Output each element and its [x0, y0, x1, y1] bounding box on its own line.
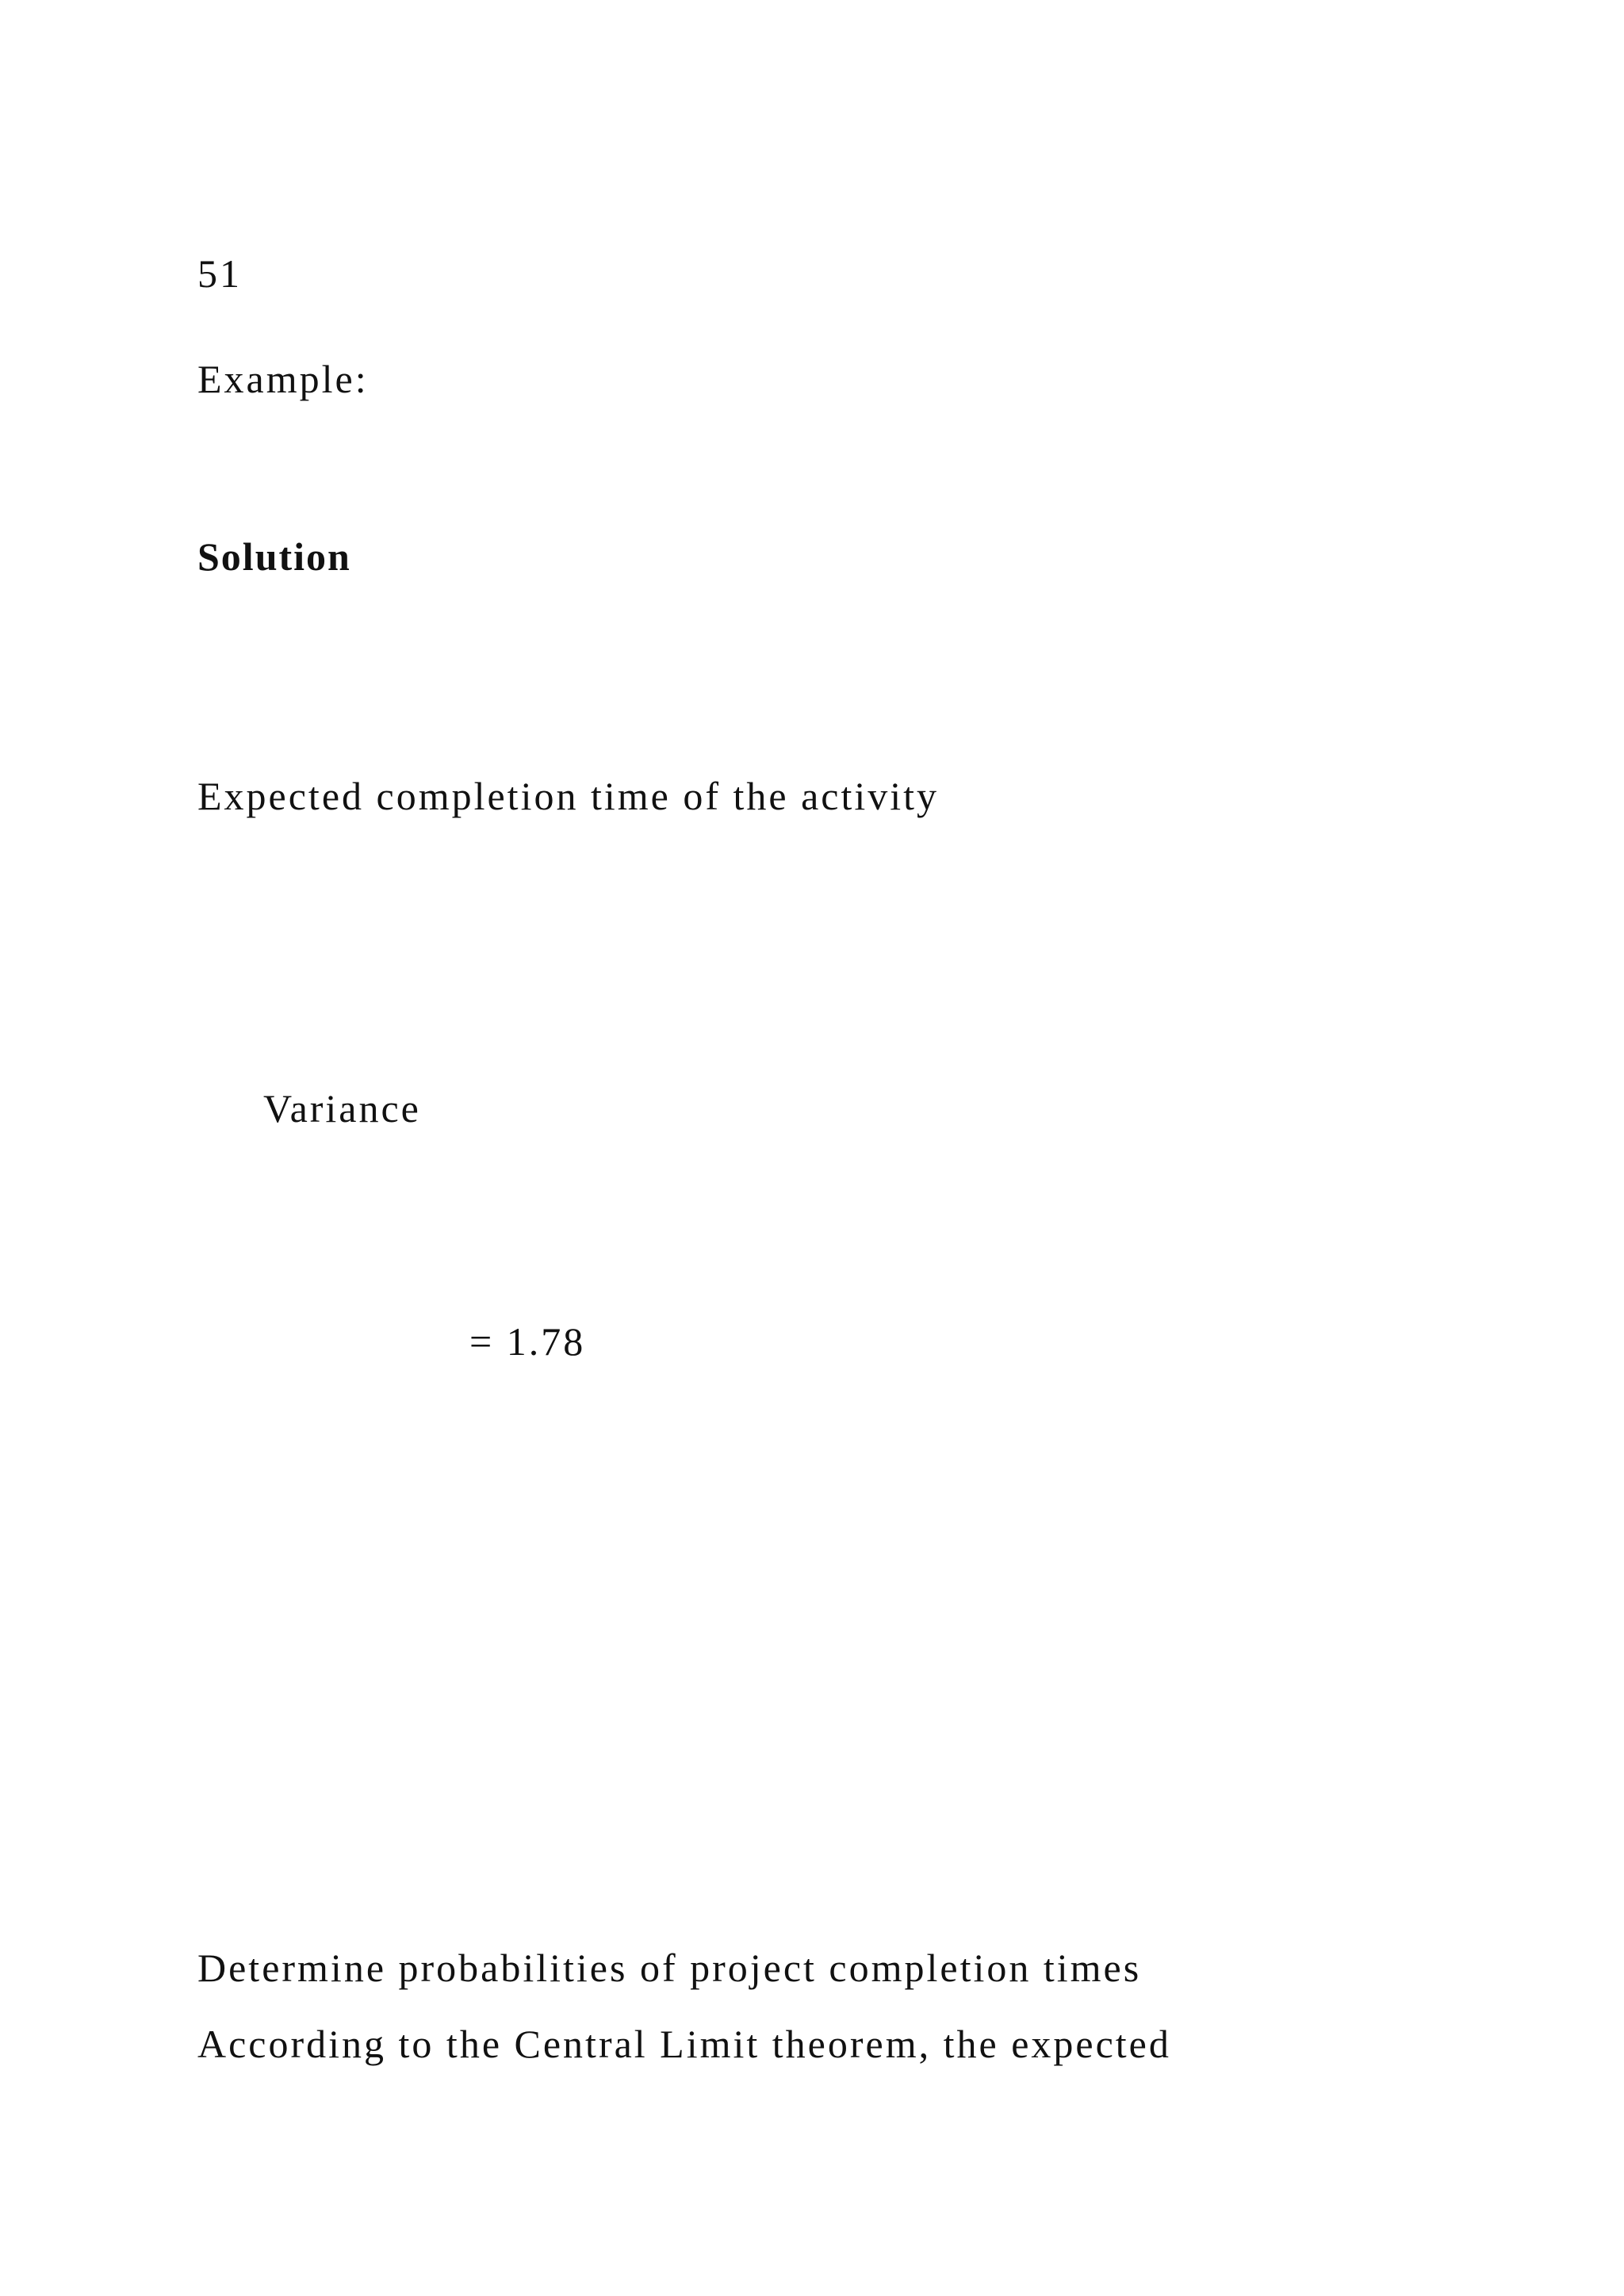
variance-label: Variance: [263, 1086, 421, 1131]
clt-sentence: According to the Central Limit theorem, the expected: [197, 2022, 1171, 2066]
expected-time-label: Expected completion time of the activity: [197, 774, 940, 818]
probabilities-heading: Determine probabilities of project completion times: [197, 1946, 1142, 1990]
variance-value: = 1.78: [469, 1319, 586, 1364]
solution-heading: Solution: [197, 534, 351, 579]
page-number: 51: [197, 251, 242, 296]
example-label: Example:: [197, 357, 369, 401]
